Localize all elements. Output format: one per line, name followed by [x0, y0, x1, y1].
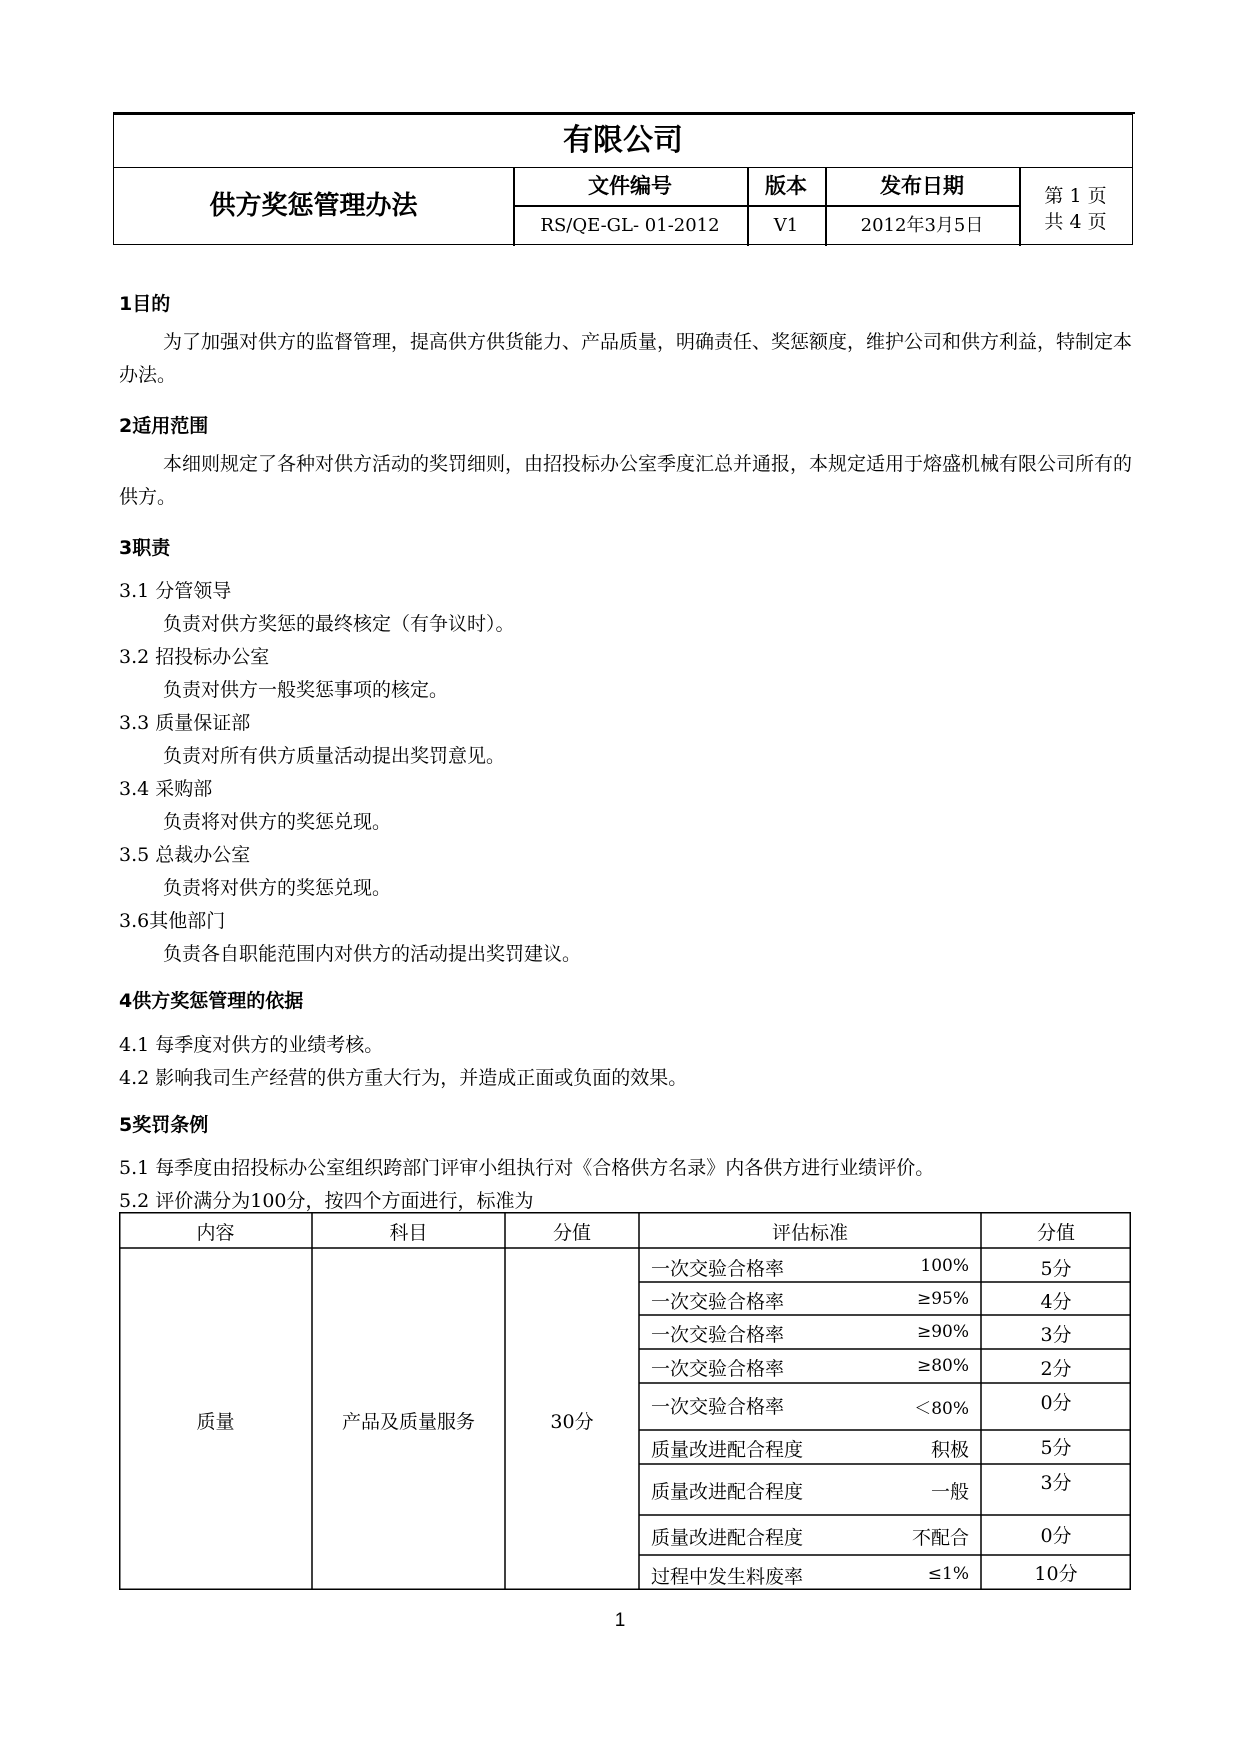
table-cell-score: 30分 [550, 1411, 594, 1433]
date-value: 2012年3月5日 [860, 215, 984, 236]
criterion-level: ≥90% [916, 1322, 969, 1342]
criterion-level: ≥95% [916, 1289, 969, 1309]
duty-text: 负责将对供方的奖惩兑现。 [163, 811, 392, 833]
section-4-line: 4.2 影响我司生产经营的供方重大行为，并造成正面或负面的效果。 [119, 1067, 688, 1089]
table-header-content: 内容 [196, 1222, 235, 1244]
table-header-score: 分值 [552, 1222, 591, 1244]
criterion-points: 5分 [1040, 1437, 1072, 1459]
company-name: 有限公司 [114, 115, 1132, 168]
version-value: V1 [773, 215, 799, 236]
criterion-points: 3分 [1040, 1472, 1072, 1494]
criterion-points: 3分 [1040, 1324, 1072, 1346]
section-heading-4: 4供方奖惩管理的依据 [119, 990, 304, 1012]
criterion-points: 0分 [1040, 1525, 1072, 1547]
criterion-level: ＜80% [914, 1399, 969, 1419]
criterion-level: 不配合 [911, 1527, 969, 1549]
section-1-text: 为了加强对供方的监督管理，提高供方供货能力、产品质量，明确责任、奖惩额度，维护公司和供方利益，特制定本办法。 [119, 331, 1133, 386]
criterion-points: 0分 [1040, 1392, 1072, 1414]
criterion-points: 4分 [1040, 1291, 1072, 1313]
section-heading-2: 2适用范围 [119, 415, 209, 437]
page-of-current: 第 1 页 [1044, 185, 1107, 207]
criterion-text: 质量改进配合程度 [651, 1527, 804, 1549]
section-heading-3: 3职责 [119, 537, 171, 559]
section-2-text: 本细则规定了各种对供方活动的奖罚细则，由招投标办公室季度汇总并通报，本规定适用于熔盛机械有限公司所有的供方。 [119, 453, 1133, 508]
section-5-line: 5.1 每季度由招投标办公室组织跨部门评审小组执行对《合格供方名录》内各供方进行业绩评价。 [119, 1157, 935, 1179]
table-cell-subject: 产品及质量服务 [341, 1411, 475, 1433]
duty-heading: 3.1 分管领导 [119, 580, 232, 602]
criterion-level: 积极 [930, 1439, 969, 1461]
criterion-text: 一次交验合格率 [651, 1291, 785, 1313]
duty-text: 负责各自职能范围内对供方的活动提出奖罚建议。 [163, 943, 582, 965]
page-of-total: 共 4 页 [1044, 211, 1107, 233]
doc-no-value: RS/QE-GL- 01-2012 [540, 215, 720, 236]
doc-no-label: 文件编号 [588, 174, 672, 198]
criterion-text: 质量改进配合程度 [651, 1439, 804, 1461]
criterion-points: 5分 [1040, 1258, 1072, 1280]
duty-heading: 3.5 总裁办公室 [119, 844, 251, 866]
section-heading-5: 5奖罚条例 [119, 1114, 209, 1136]
table-header-subject: 科目 [389, 1222, 428, 1244]
duty-text: 负责对所有供方质量活动提出奖罚意见。 [163, 745, 506, 767]
criterion-text: 质量改进配合程度 [651, 1481, 804, 1503]
duty-text: 负责将对供方的奖惩兑现。 [163, 877, 392, 899]
version-label: 版本 [765, 174, 807, 198]
criterion-text: 一次交验合格率 [651, 1358, 785, 1380]
criterion-points: 10分 [1034, 1563, 1078, 1585]
section-4-line: 4.1 每季度对供方的业绩考核。 [119, 1034, 384, 1056]
criterion-points: 2分 [1040, 1358, 1072, 1380]
criterion-text: 一次交验合格率 [651, 1396, 785, 1418]
page-number: 1 [614, 1610, 626, 1631]
section-5-line: 5.2 评价满分为100分，按四个方面进行，标准为 [119, 1190, 534, 1212]
criterion-level: ≥80% [916, 1356, 969, 1376]
table-cell-content: 质量 [196, 1411, 235, 1433]
criterion-level: 100% [920, 1256, 969, 1276]
duty-heading: 3.6其他部门 [119, 910, 226, 932]
table-header-criteria: 评估标准 [771, 1222, 848, 1244]
criterion-level: ≤1% [927, 1564, 969, 1584]
table-grid [119, 1212, 1131, 1590]
evaluation-table [119, 1212, 1131, 1590]
criterion-level: 一般 [930, 1481, 969, 1503]
table-header-points: 分值 [1036, 1222, 1075, 1244]
criterion-text: 过程中发生料废率 [651, 1566, 804, 1588]
duty-text: 负责对供方一般奖惩事项的核定。 [163, 679, 449, 701]
section-heading-1: 1目的 [119, 293, 171, 315]
criterion-text: 一次交验合格率 [651, 1324, 785, 1346]
criterion-text: 一次交验合格率 [651, 1258, 785, 1280]
duty-heading: 3.4 采购部 [119, 778, 213, 800]
duty-heading: 3.3 质量保证部 [119, 712, 251, 734]
duty-heading: 3.2 招投标办公室 [119, 646, 270, 668]
doc-title: 供方奖惩管理办法 [209, 191, 418, 221]
duty-text: 负责对供方奖惩的最终核定（有争议时）。 [163, 613, 515, 635]
date-label: 发布日期 [880, 174, 964, 198]
document-header [113, 114, 1133, 245]
